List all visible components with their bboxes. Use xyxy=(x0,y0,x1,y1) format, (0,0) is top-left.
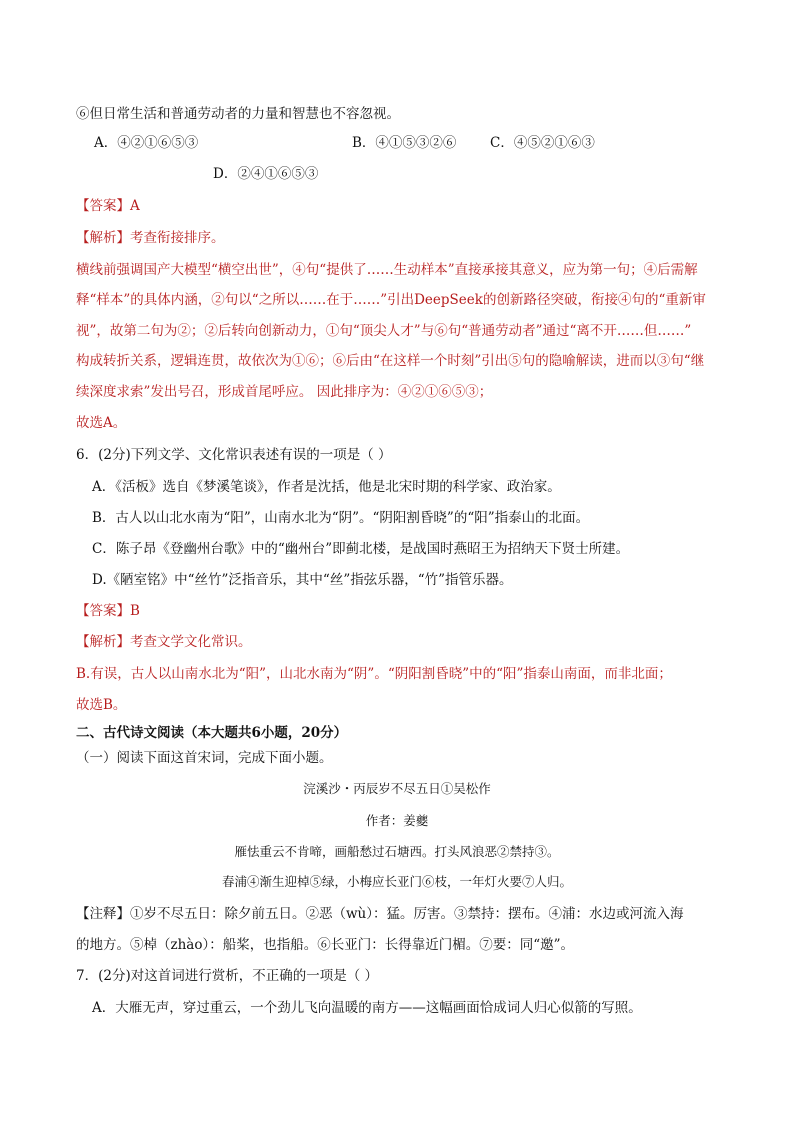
answer-label-1: 【答案】A xyxy=(76,198,140,214)
explanation-line-6: B.有误，古人以山南水北为“阳”，山北水南为“阴”。“阴阳割昏晓”中的“阳”指泰山南面，而非北面； xyxy=(76,666,672,682)
question-6: 6．(2分)下列文学、文化常识表述有误的一项是（ ） xyxy=(76,447,392,463)
option-d: D．②④①⑥⑤③ xyxy=(213,166,319,182)
option-a: A．④②①⑥⑤③ xyxy=(94,135,199,151)
answer-label-2: 【答案】B xyxy=(76,603,140,619)
poem-line-1: 雁怯重云不肯啼，画船愁过石塘西。打头风浪恶②禁持③。 xyxy=(234,844,560,859)
explanation-line-4: 构成转折关系，逻辑连贯，故依次为①⑥；⑥后由“在这样一个时刻”引出⑤句的隐喻解读，进而以③句“继 xyxy=(76,353,705,369)
explanation-line-1: 横线前强调国产大模型“横空出世”，④句“提供了……生动样本”直接承接其意义，应为第一句；④后需解 xyxy=(76,262,698,278)
question-6-option-a: A．《活板》选自《梦溪笔谈》，作者是沈括，他是北宋时期的科学家、政治家。 xyxy=(92,479,561,495)
option-c: C．④⑤②①⑥③ xyxy=(490,135,595,151)
question-7-option-a: A．大雁无声，穿过重云，一个劲儿飞向温暖的南方——这幅画面恰成词人归心似箭的写照。 xyxy=(92,1000,642,1016)
question-6-option-b: B．古人以山北水南为“阳”，山南水北为“阴”。“阴阳割昏晓”的“阳”指泰山的北面。 xyxy=(92,510,590,526)
poem-line-2: 春浦④渐生迎棹⑤绿，小梅应长亚门⑥枝，一年灯火要⑦人归。 xyxy=(221,874,572,889)
explanation-line-2: 释“样本”的具体内涵，②句以“之所以……在于……”引出DeepSeek的创新路径突破，衔接④句的“重新审 xyxy=(76,292,706,308)
poem-title: 浣溪沙・丙辰岁不尽五日①吴松作 xyxy=(303,781,491,796)
annotation-line-2: 的地方。⑤棹（zhào）：船桨，也指船。⑥长亚门：长得靠近门楣。⑦要：同“邀”。 xyxy=(76,937,575,953)
question-7: 7．(2分)对这首词进行赏析，不正确的一项是（ ） xyxy=(76,968,379,984)
subsection-heading-1: （一）阅读下面这首宋词，完成下面小题。 xyxy=(76,750,333,766)
option-b: B．④①⑤③②⑥ xyxy=(352,135,457,151)
question-6-option-c: C．陈子昂《登幽州台歌》中的“幽州台”即蓟北楼，是战国时燕昭王为招纳天下贤士所建。 xyxy=(92,541,630,557)
analysis-label-2: 【解析】考查文学文化常识。 xyxy=(76,634,252,650)
selection-2: 故选B。 xyxy=(76,697,127,713)
sentence-6: ⑥但日常生活和普通劳动者的力量和智慧也不容忽视。 xyxy=(76,106,400,122)
explanation-line-5: 续深度求索”发出号召，形成首尾呼应。 因此排序为：④②①⑥⑤③； xyxy=(76,384,493,400)
explanation-line-3: 视”，故第二句为②；②后转向创新动力，①句“顶尖人才”与⑥句“普通劳动者”通过“离不开……但……” xyxy=(76,323,692,339)
question-6-option-d: D.《陋室铭》中“丝竹”泛指音乐，其中“丝”指弦乐器，“竹”指管乐器。 xyxy=(92,572,513,588)
analysis-label-1: 【解析】考查衔接排序。 xyxy=(76,230,225,246)
section-heading-2: 二、古代诗文阅读（本大题共6小题，20分） xyxy=(76,725,348,741)
selection-1: 故选A。 xyxy=(76,415,127,431)
poem-author: 作者：姜夔 xyxy=(365,813,429,828)
annotation-line-1: 【注释】①岁不尽五日：除夕前五日。②恶（wù）：猛。厉害。③禁持：摆布。④浦：水边或河流入海 xyxy=(76,906,684,922)
